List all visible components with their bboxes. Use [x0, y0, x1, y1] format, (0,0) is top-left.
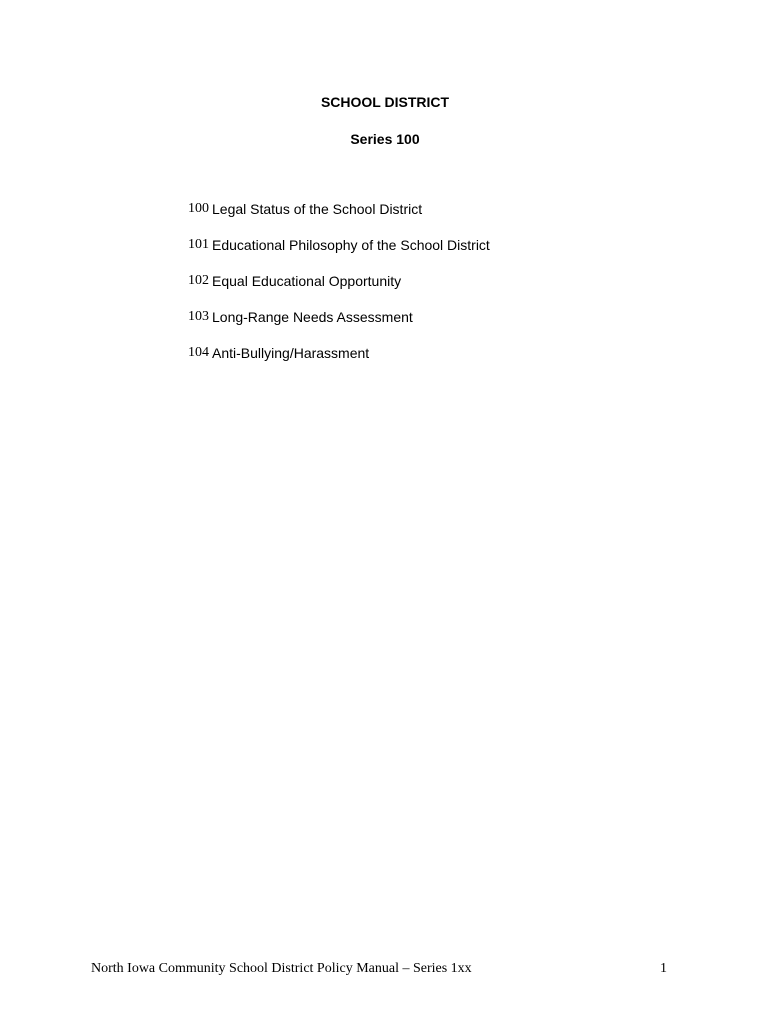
policy-title: Equal Educational Opportunity: [212, 273, 402, 289]
policy-item-104: [188, 344, 490, 380]
policy-item-101: [188, 236, 490, 272]
policy-item-102: [188, 272, 490, 308]
policy-title: Long-Range Needs Assessment: [212, 309, 413, 325]
policy-number: 103: [188, 309, 209, 324]
footer-text: North Iowa Community School District Policy Manual – Series 1xx: [91, 961, 472, 976]
policy-title: Educational Philosophy of the School District: [212, 237, 490, 253]
policy-number: 102: [188, 273, 209, 288]
policy-list: [188, 200, 490, 380]
document-subtitle: Series 100: [350, 131, 420, 147]
document-title: SCHOOL DISTRICT: [320, 94, 450, 110]
policy-number: 104: [188, 345, 209, 360]
policy-title: Anti-Bullying/Harassment: [212, 345, 370, 361]
policy-number: 100: [188, 201, 209, 216]
policy-item-103: [188, 308, 490, 344]
page-number: 1: [660, 961, 667, 976]
policy-title: Legal Status of the School District: [212, 201, 423, 217]
policy-item-100: [188, 200, 490, 236]
policy-number: 101: [188, 237, 209, 252]
